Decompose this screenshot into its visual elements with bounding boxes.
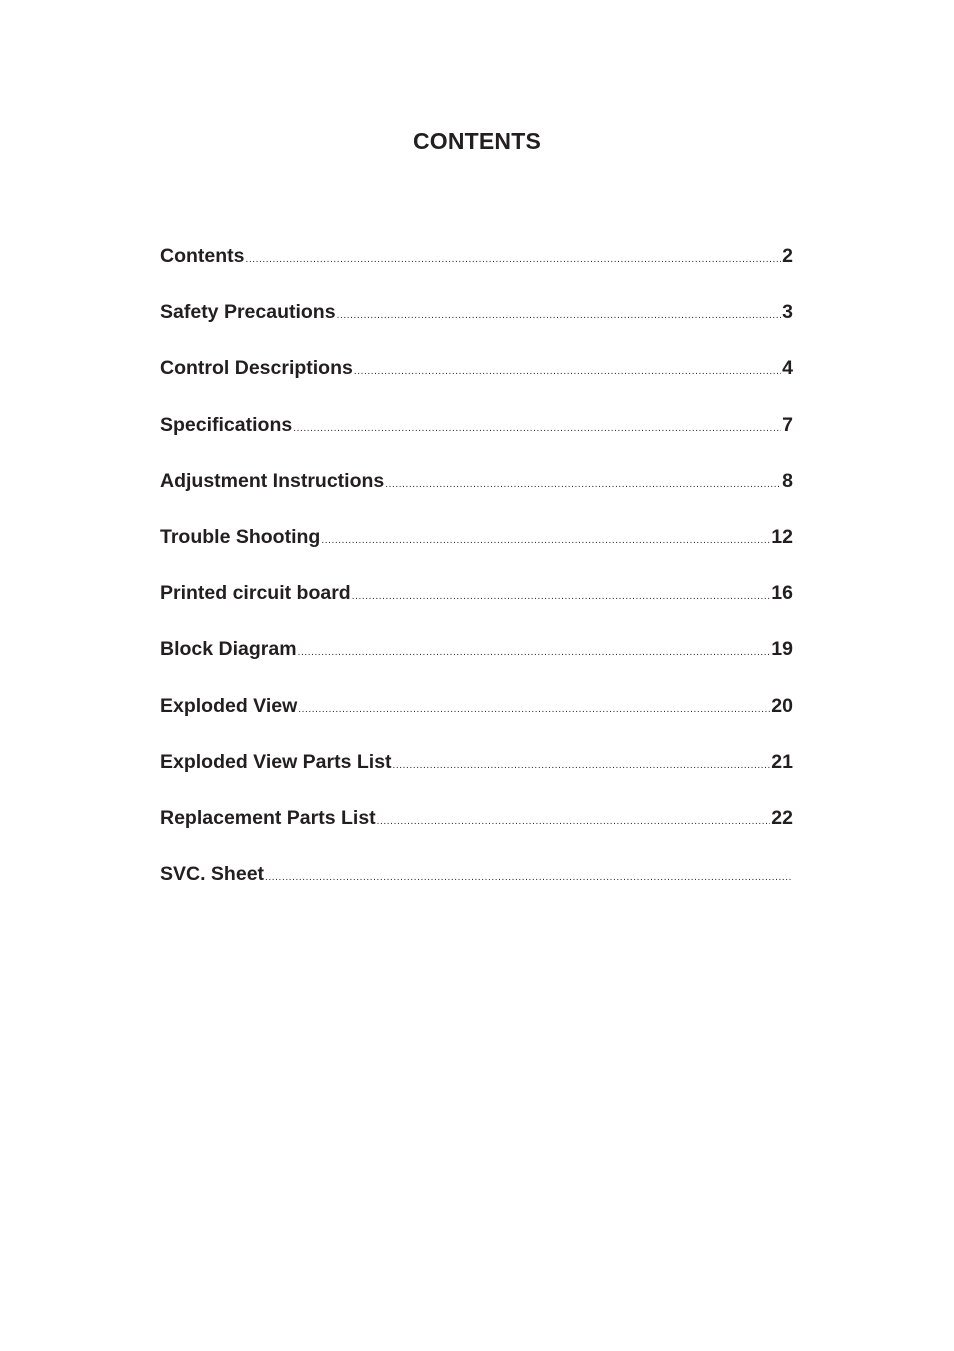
toc-entry-label: Contents [160,245,245,267]
toc-entry-label: Adjustment Instructions [160,469,385,492]
dot-leader [293,413,781,445]
toc-entry-replacement-parts-list[interactable] [160,802,793,858]
toc-entry-page: 16 [771,582,793,605]
dot-leader [321,525,770,557]
toc-entry-label: Specifications [160,413,293,436]
toc-entry-label: Control Descriptions [160,357,353,380]
dot-leader [354,356,781,388]
toc-entry-label: Exploded View Parts List [160,750,392,773]
toc-entry-trouble-shooting[interactable] [160,521,793,577]
toc-entry-specifications[interactable] [160,409,793,465]
dot-leader [298,694,770,726]
page-title: CONTENTS [412,128,542,154]
toc-entry-page: 22 [771,806,793,829]
toc-entry-exploded-view[interactable] [160,690,793,746]
toc-entry-label: Trouble Shooting [160,525,321,548]
toc-entry-label: Safety Precautions [160,301,336,324]
dot-leader [337,300,782,332]
toc-entry-page: 7 [782,413,793,436]
toc-entry-page: 8 [782,469,793,492]
toc-entry-block-diagram[interactable] [160,633,793,689]
toc-entry-label: Block Diagram [160,638,297,661]
dot-leader [246,244,782,276]
toc-entry-page: 20 [771,694,793,717]
toc-entry-page: 19 [771,638,793,661]
dot-leader [393,750,771,782]
toc-entry-contents[interactable] [160,240,793,296]
toc-entry-printed-circuit-board[interactable] [160,577,793,633]
toc-entry-svc-sheet[interactable] [160,858,793,914]
toc-entry-page: 12 [771,525,793,548]
dot-leader [298,637,771,669]
dot-leader [265,862,792,894]
toc-entry-control-descriptions[interactable] [160,352,793,408]
toc-entry-safety-precautions[interactable] [160,296,793,352]
table-of-contents [160,240,793,914]
toc-entry-exploded-view-parts-list[interactable] [160,746,793,802]
dot-leader [377,806,771,838]
toc-entry-label: Exploded View [160,694,298,717]
dot-leader [352,581,771,613]
toc-entry-page: 2 [782,245,793,267]
toc-entry-page: 4 [782,357,793,380]
toc-entry-label: Printed circuit board [160,582,351,605]
toc-entry-page: 21 [771,750,793,773]
toc-entry-label: SVC. Sheet [160,863,265,886]
toc-entry-adjustment-instructions[interactable] [160,465,793,521]
toc-entry-label: Replacement Parts List [160,806,376,829]
toc-entry-page: 3 [782,301,793,324]
dot-leader [385,469,781,501]
